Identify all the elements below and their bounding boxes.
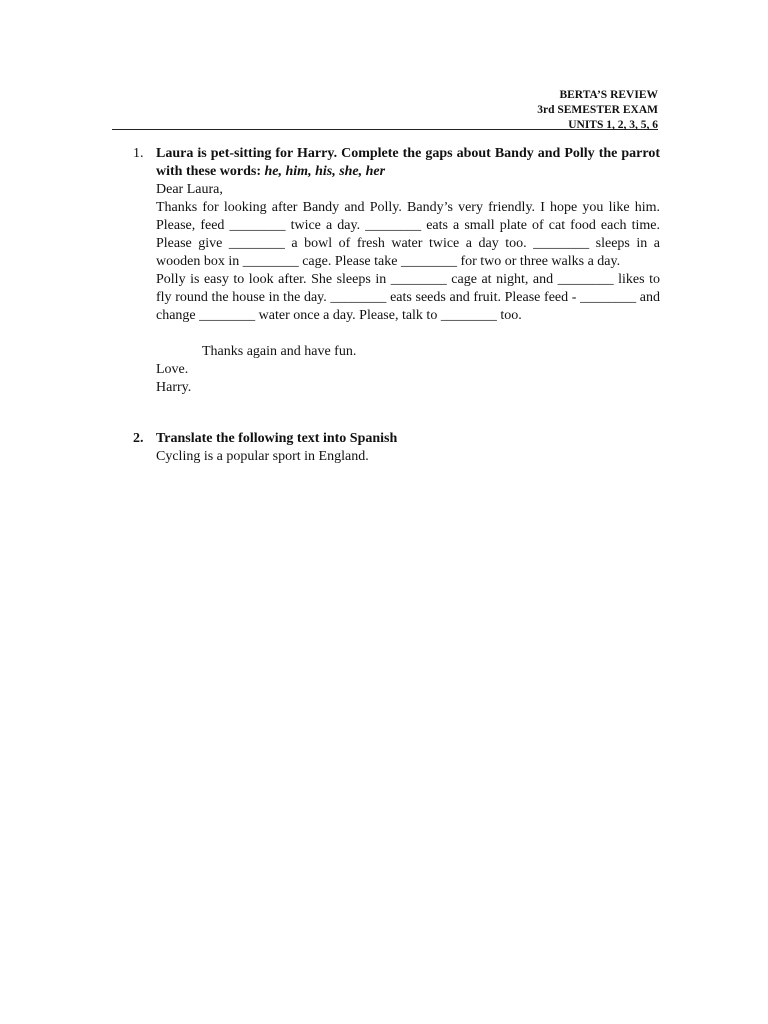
header-divider <box>112 129 658 130</box>
header-exam: 3rd SEMESTER EXAM <box>537 104 658 116</box>
letter-paragraph-bandy: Thanks for looking after Bandy and Polly. Bandy’s very friendly. I hope you like him. Please, feed ________ twice a day. ________ eats a small plate of cat food each time. Please give ________ a bowl of fresh water twice a day too. ________ sleeps in a wooden box in ________ cage. Please take ________ for two or three walks a day. <box>156 200 660 269</box>
question-1-number: 1. <box>133 146 144 161</box>
letter-closing: Thanks again and have fun. <box>202 344 357 359</box>
letter-signature: Harry. <box>156 380 192 395</box>
letter-greeting: Dear Laura, <box>156 182 223 197</box>
question-2-instruction: Translate the following text into Spanish <box>156 431 398 446</box>
letter-paragraph-polly: Polly is easy to look after. She sleeps in ________ cage at night, and ________ likes to fly round the house in the day. ________ eats seeds and fruit. Please feed - ________ and change ________ water once a day. Please, talk to ________ too. <box>156 272 660 323</box>
exam-header <box>537 88 658 133</box>
question-1-instruction-text: Laura is pet-sitting for Harry. Complete the gaps about Bandy and Polly the parrot with these words: <box>156 146 660 179</box>
question-1-instruction <box>156 145 660 181</box>
translation-text: Cycling is a popular sport in England. <box>156 449 369 464</box>
question-1 <box>112 145 660 397</box>
header-units: UNITS 1, 2, 3, 5, 6 <box>568 119 658 131</box>
question-1-content <box>156 145 660 397</box>
blank-line <box>156 325 660 343</box>
question-1-word-bank: he, him, his, she, her <box>264 164 386 179</box>
question-2-number: 2. <box>133 431 144 446</box>
header-title: BERTA’S REVIEW <box>559 89 658 101</box>
question-2-content <box>156 430 660 466</box>
question-2 <box>112 430 660 466</box>
letter-signoff: Love. <box>156 362 189 377</box>
